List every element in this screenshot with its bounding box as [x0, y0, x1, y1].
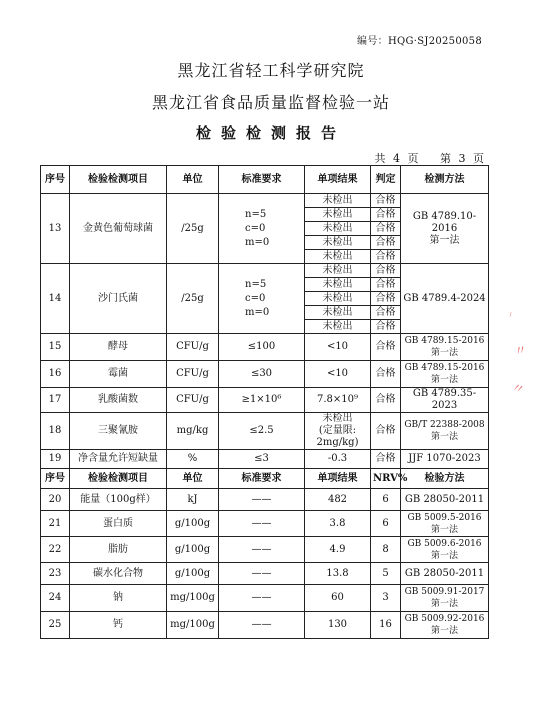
cell-line: c=0 [245, 292, 266, 304]
cell-line: GB 4789.15-2016 [404, 336, 485, 346]
seal-stamp-fragment: 𝄅 〃 〃 [508, 308, 529, 399]
item-name: 能量（100g样） [70, 489, 167, 511]
result: 未检出 [305, 250, 371, 264]
requirement: ≥1×10⁶ [219, 388, 305, 413]
test-method [401, 194, 489, 264]
report-number: 编号：HQG·SJ20250058 [357, 36, 482, 47]
nrv-percent: 8 [371, 537, 401, 563]
row-number: 22 [41, 537, 70, 563]
requirement: ≤3 [219, 450, 305, 469]
result: 13.8 [305, 563, 371, 585]
result: 7.8×10⁹ [305, 388, 371, 413]
judgement: 合格 [371, 222, 401, 236]
unit: /25g [167, 194, 219, 264]
nrv-percent: 6 [371, 489, 401, 511]
item-name: 脂肪 [70, 537, 167, 563]
cell-line: GB/T 22388-2008 [404, 420, 485, 430]
test-method [401, 537, 489, 563]
requirement: —— [219, 537, 305, 563]
cell-line: GB 5009.5-2016 [407, 512, 482, 523]
nrv-percent: 6 [371, 511, 401, 537]
unit: /25g [167, 264, 219, 334]
table-row [41, 264, 489, 278]
requirement: —— [219, 612, 305, 639]
unit: CFU/g [167, 334, 219, 361]
cell-line: n=5 [245, 208, 267, 220]
test-method [401, 264, 489, 334]
test-results-table [40, 165, 489, 639]
item-name: 沙门氏菌 [70, 264, 167, 334]
cell-line: GB 4789.15-2016 [404, 363, 485, 373]
test-method [401, 489, 489, 511]
result: 482 [305, 489, 371, 511]
result [305, 413, 371, 450]
unit: g/100g [167, 537, 219, 563]
judgement: 合格 [371, 450, 401, 469]
cell-line: c=0 [245, 222, 266, 234]
item-name: 三聚氰胺 [70, 413, 167, 450]
column-header: 标准要求 [219, 166, 305, 194]
judgement: 合格 [371, 250, 401, 264]
test-method [401, 450, 489, 469]
result: 4.9 [305, 537, 371, 563]
test-method [401, 612, 489, 639]
result: 未检出 [305, 222, 371, 236]
column-header: 序号 [41, 166, 70, 194]
item-name: 酵母 [70, 334, 167, 361]
column-header: 单位 [167, 166, 219, 194]
requirement: —— [219, 511, 305, 537]
requirement: ≤100 [219, 334, 305, 361]
judgement: 合格 [371, 334, 401, 361]
column-header: 序号 [41, 469, 70, 489]
column-header: 单位 [167, 469, 219, 489]
result: 未检出 [305, 292, 371, 306]
test-method [401, 585, 489, 612]
judgement: 合格 [371, 388, 401, 413]
requirement [219, 264, 305, 334]
unit: g/100g [167, 563, 219, 585]
nutrition-row [41, 511, 489, 537]
judgement: 合格 [371, 264, 401, 278]
cell-line: GB 28050-2011 [404, 567, 485, 579]
result: <10 [305, 334, 371, 361]
unit: mg/100g [167, 585, 219, 612]
cell-line: 第一法 [429, 234, 460, 246]
judgement: 合格 [371, 413, 401, 450]
cell-line: 第一法 [430, 432, 458, 442]
column-header: 判定 [371, 166, 401, 194]
row-number: 18 [41, 413, 70, 450]
item-name: 乳酸菌数 [70, 388, 167, 413]
cell-line: GB 4789.4-2024 [403, 292, 486, 304]
unit: % [167, 450, 219, 469]
nrv-percent: 16 [371, 612, 401, 639]
test-method [401, 334, 489, 361]
station-name: 黑龙江省食品质量监督检验一站 [151, 93, 390, 112]
row-number: 17 [41, 388, 70, 413]
result: 未检出 [305, 306, 371, 320]
column-header: 检验方法 [401, 469, 489, 489]
column-header: NRV% [371, 469, 401, 489]
row-number: 15 [41, 334, 70, 361]
nutrition-row [41, 563, 489, 585]
result: 130 [305, 612, 371, 639]
cell-line: 未检出 [322, 413, 353, 424]
cell-line: GB 5009.6-2016 [407, 538, 482, 549]
judgement: 合格 [371, 320, 401, 334]
item-name: 钠 [70, 585, 167, 612]
cell-line: 第一法 [430, 550, 458, 561]
requirement: —— [219, 563, 305, 585]
judgement: 合格 [371, 278, 401, 292]
result: 60 [305, 585, 371, 612]
row-number: 14 [41, 264, 70, 334]
row-number: 25 [41, 612, 70, 639]
row-number: 21 [41, 511, 70, 537]
row-number: 24 [41, 585, 70, 612]
item-name: 钙 [70, 612, 167, 639]
item-name: 碳水化合物 [70, 563, 167, 585]
row-number: 20 [41, 489, 70, 511]
unit: CFU/g [167, 361, 219, 388]
column-header: 检验检测项目 [70, 166, 167, 194]
item-name: 金黄色葡萄球菌 [70, 194, 167, 264]
test-method [401, 511, 489, 537]
cell-line: 2mg/kg) [316, 437, 359, 448]
table-row [41, 450, 489, 469]
report-title: 检验检测报告 [195, 124, 346, 142]
unit: kJ [167, 489, 219, 511]
cell-line: 第一法 [430, 348, 458, 358]
item-name: 霉菌 [70, 361, 167, 388]
result: -0.3 [305, 450, 371, 469]
cell-line: GB 4789.35-2023 [412, 388, 477, 411]
page-total: 共 4 页 [374, 152, 419, 165]
test-method [401, 361, 489, 388]
cell-line: JJF 1070-2023 [408, 453, 481, 464]
organization-name: 黑龙江省轻工科学研究院 [177, 61, 365, 80]
unit: mg/100g [167, 612, 219, 639]
result: <10 [305, 361, 371, 388]
table-row [41, 413, 489, 450]
nrv-percent: 5 [371, 563, 401, 585]
page-current: 第 3 页 [440, 152, 484, 165]
judgement: 合格 [371, 361, 401, 388]
judgement: 合格 [371, 292, 401, 306]
row-number: 23 [41, 563, 70, 585]
requirement: ≤2.5 [219, 413, 305, 450]
table-row [41, 388, 489, 413]
result: 未检出 [305, 320, 371, 334]
cell-line: m=0 [245, 306, 270, 318]
result: 未检出 [305, 264, 371, 278]
requirement: ≤30 [219, 361, 305, 388]
test-method [401, 413, 489, 450]
result: 未检出 [305, 278, 371, 292]
column-header: 检测方法 [401, 166, 489, 194]
result: 未检出 [305, 208, 371, 222]
nutrition-row [41, 489, 489, 511]
judgement: 合格 [371, 236, 401, 250]
column-header: 单项结果 [305, 469, 371, 489]
requirement: —— [219, 489, 305, 511]
nutrition-row [41, 537, 489, 563]
table-row [41, 361, 489, 388]
column-header: 单项结果 [305, 166, 371, 194]
row-number: 16 [41, 361, 70, 388]
cell-line: (定量限: [318, 425, 357, 436]
result: 未检出 [305, 236, 371, 250]
item-name: 蛋白质 [70, 511, 167, 537]
requirement [219, 194, 305, 264]
cell-line: 第一法 [430, 599, 458, 609]
row-number: 19 [41, 450, 70, 469]
test-method [401, 563, 489, 585]
judgement: 合格 [371, 194, 401, 208]
test-method [401, 388, 489, 413]
table-header-row [41, 469, 489, 489]
cell-line: GB 5009.92-2016 [404, 614, 485, 624]
nutrition-row [41, 585, 489, 612]
judgement: 合格 [371, 306, 401, 320]
table-row [41, 194, 489, 208]
row-number: 13 [41, 194, 70, 264]
cell-line: n=5 [245, 278, 267, 290]
result: 3.8 [305, 511, 371, 537]
unit: g/100g [167, 511, 219, 537]
nutrition-row [41, 612, 489, 639]
result: 未检出 [305, 194, 371, 208]
cell-line: GB 5009.91-2017 [404, 587, 485, 597]
item-name: 净含量允许短缺量 [70, 450, 167, 469]
column-header: 标准要求 [219, 469, 305, 489]
cell-line: 第一法 [430, 524, 458, 535]
unit: CFU/g [167, 388, 219, 413]
table-header-row [41, 166, 489, 194]
page-info [361, 150, 485, 166]
requirement: —— [219, 585, 305, 612]
nrv-percent: 3 [371, 585, 401, 612]
column-header: 检验检测项目 [70, 469, 167, 489]
cell-line: 第一法 [430, 626, 458, 636]
unit: mg/kg [167, 413, 219, 450]
cell-line: GB 28050-2011 [404, 493, 485, 505]
cell-line: m=0 [245, 236, 270, 248]
cell-line: 第一法 [430, 375, 458, 385]
cell-line: GB 4789.10-2016 [412, 210, 477, 234]
table-row [41, 334, 489, 361]
judgement: 合格 [371, 208, 401, 222]
